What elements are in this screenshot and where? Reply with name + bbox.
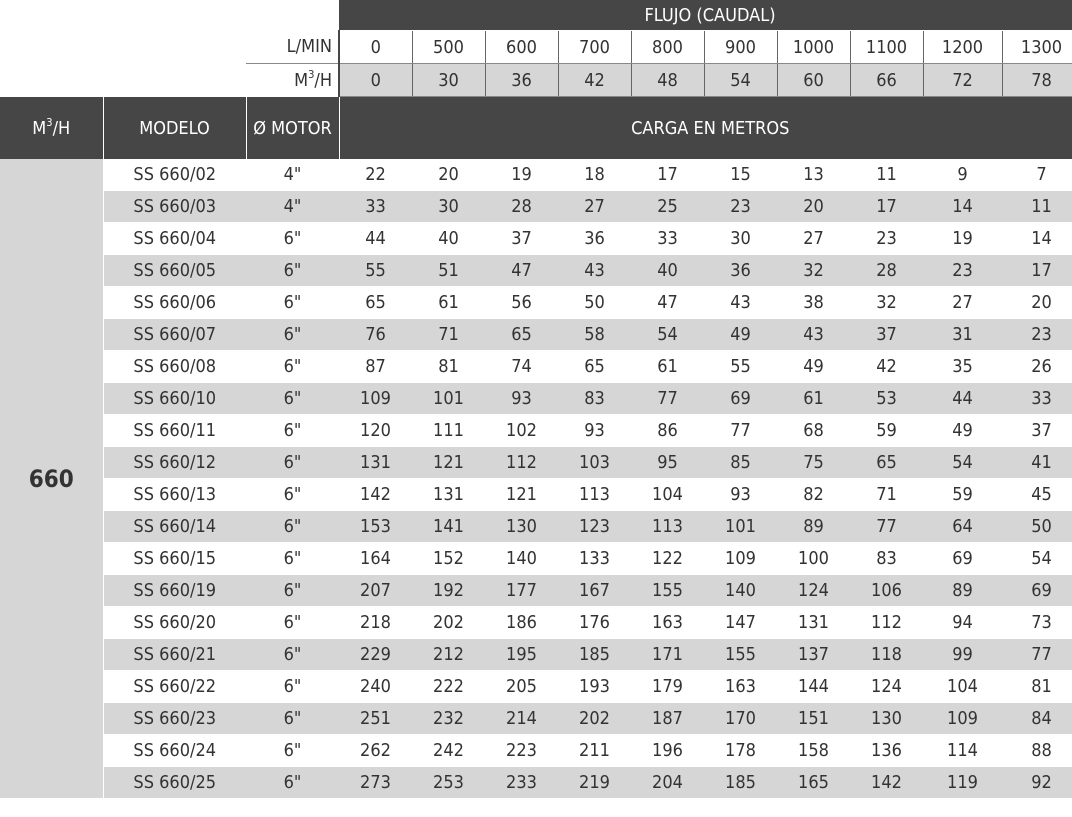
head-value-cell: 104 — [923, 671, 1002, 703]
head-value-cell: 77 — [631, 383, 704, 415]
head-value-cell: 155 — [631, 575, 704, 607]
flow-lmin-value: 500 — [412, 31, 485, 64]
model-cell: SS 660/15 — [103, 543, 246, 575]
head-value-cell: 251 — [339, 703, 412, 735]
model-cell: SS 660/10 — [103, 383, 246, 415]
head-value-cell: 59 — [923, 479, 1002, 511]
head-value-cell: 11 — [1002, 191, 1072, 223]
head-value-cell: 54 — [1002, 543, 1072, 575]
head-value-cell: 45 — [1002, 479, 1072, 511]
head-value-cell: 106 — [850, 575, 923, 607]
head-value-cell: 144 — [777, 671, 850, 703]
head-value-cell: 176 — [558, 607, 631, 639]
flow-m3h-value: 54 — [704, 64, 777, 97]
head-value-cell: 102 — [485, 415, 558, 447]
head-value-cell: 114 — [923, 735, 1002, 767]
head-value-cell: 82 — [777, 479, 850, 511]
table-row — [0, 319, 1072, 351]
head-value-cell: 94 — [923, 607, 1002, 639]
head-value-cell: 177 — [485, 575, 558, 607]
head-value-cell: 31 — [923, 319, 1002, 351]
flow-m3h-value: 66 — [850, 64, 923, 97]
head-value-cell: 185 — [558, 639, 631, 671]
head-value-cell: 71 — [850, 479, 923, 511]
head-value-cell: 55 — [339, 255, 412, 287]
head-value-cell: 153 — [339, 511, 412, 543]
model-cell: SS 660/05 — [103, 255, 246, 287]
head-value-cell: 23 — [850, 223, 923, 255]
head-value-cell: 43 — [704, 287, 777, 319]
head-value-cell: 68 — [777, 415, 850, 447]
table-row — [0, 607, 1072, 639]
motor-cell: 6" — [246, 223, 339, 255]
head-value-cell: 95 — [631, 447, 704, 479]
motor-cell: 6" — [246, 703, 339, 735]
head-value-cell: 88 — [1002, 735, 1072, 767]
head-value-cell: 273 — [339, 767, 412, 799]
head-value-cell: 71 — [412, 319, 485, 351]
head-value-cell: 47 — [631, 287, 704, 319]
head-value-cell: 61 — [777, 383, 850, 415]
head-value-cell: 187 — [631, 703, 704, 735]
head-value-cell: 41 — [1002, 447, 1072, 479]
head-value-cell: 124 — [777, 575, 850, 607]
group-label: 660 — [0, 159, 103, 799]
flow-lmin-value: 0 — [339, 31, 412, 64]
head-value-cell: 131 — [777, 607, 850, 639]
table-row — [0, 735, 1072, 767]
head-value-cell: 86 — [631, 415, 704, 447]
table-row — [0, 767, 1072, 799]
m3h-row — [0, 64, 1072, 97]
table-row — [0, 223, 1072, 255]
head-value-cell: 89 — [923, 575, 1002, 607]
head-value-cell: 27 — [558, 191, 631, 223]
lmin-label: L/MIN — [246, 31, 339, 64]
head-value-cell: 19 — [485, 159, 558, 191]
head-value-cell: 163 — [704, 671, 777, 703]
head-value-cell: 137 — [777, 639, 850, 671]
head-value-cell: 242 — [412, 735, 485, 767]
flow-title: FLUJO (CAUDAL) — [339, 0, 1072, 31]
head-value-cell: 81 — [412, 351, 485, 383]
head-value-cell: 49 — [777, 351, 850, 383]
table-row — [0, 159, 1072, 191]
table-row — [0, 639, 1072, 671]
head-value-cell: 28 — [850, 255, 923, 287]
head-value-cell: 37 — [485, 223, 558, 255]
head-value-cell: 140 — [485, 543, 558, 575]
table-row — [0, 543, 1072, 575]
motor-cell: 6" — [246, 671, 339, 703]
motor-cell: 6" — [246, 639, 339, 671]
head-value-cell: 85 — [704, 447, 777, 479]
head-value-cell: 36 — [704, 255, 777, 287]
head-value-cell: 76 — [339, 319, 412, 351]
head-value-cell: 118 — [850, 639, 923, 671]
flow-lmin-value: 700 — [558, 31, 631, 64]
head-value-cell: 186 — [485, 607, 558, 639]
head-value-cell: 11 — [850, 159, 923, 191]
head-value-cell: 43 — [558, 255, 631, 287]
head-value-cell: 99 — [923, 639, 1002, 671]
flow-lmin-value: 1100 — [850, 31, 923, 64]
motor-cell: 6" — [246, 351, 339, 383]
head-value-cell: 73 — [1002, 607, 1072, 639]
motor-cell: 6" — [246, 287, 339, 319]
head-value-cell: 61 — [631, 351, 704, 383]
head-value-cell: 123 — [558, 511, 631, 543]
head-value-cell: 32 — [777, 255, 850, 287]
head-value-cell: 141 — [412, 511, 485, 543]
header-spacer — [0, 64, 246, 97]
motor-cell: 6" — [246, 511, 339, 543]
column-header-row — [0, 97, 1072, 160]
model-cell: SS 660/21 — [103, 639, 246, 671]
head-value-cell: 178 — [704, 735, 777, 767]
head-value-cell: 58 — [558, 319, 631, 351]
head-value-cell: 30 — [412, 191, 485, 223]
flow-m3h-value: 48 — [631, 64, 704, 97]
head-value-cell: 122 — [631, 543, 704, 575]
flow-m3h-value: 36 — [485, 64, 558, 97]
flow-m3h-value: 0 — [339, 64, 412, 97]
model-cell: SS 660/20 — [103, 607, 246, 639]
head-value-cell: 223 — [485, 735, 558, 767]
table-row — [0, 415, 1072, 447]
head-value-cell: 202 — [412, 607, 485, 639]
model-cell: SS 660/25 — [103, 767, 246, 799]
motor-cell: 6" — [246, 575, 339, 607]
head-value-cell: 23 — [704, 191, 777, 223]
head-value-cell: 101 — [412, 383, 485, 415]
head-value-cell: 121 — [412, 447, 485, 479]
table-row — [0, 351, 1072, 383]
head-value-cell: 89 — [777, 511, 850, 543]
motor-cell: 6" — [246, 255, 339, 287]
flow-lmin-value: 900 — [704, 31, 777, 64]
head-value-cell: 185 — [704, 767, 777, 799]
head-value-cell: 77 — [850, 511, 923, 543]
head-value-cell: 50 — [558, 287, 631, 319]
head-value-cell: 113 — [558, 479, 631, 511]
head-value-cell: 36 — [558, 223, 631, 255]
head-value-cell: 74 — [485, 351, 558, 383]
head-value-cell: 253 — [412, 767, 485, 799]
head-value-cell: 27 — [923, 287, 1002, 319]
column-header-model: MODELO — [103, 97, 246, 160]
motor-cell: 6" — [246, 447, 339, 479]
head-value-cell: 133 — [558, 543, 631, 575]
head-value-cell: 17 — [631, 159, 704, 191]
model-cell: SS 660/24 — [103, 735, 246, 767]
table-row — [0, 191, 1072, 223]
head-value-cell: 65 — [850, 447, 923, 479]
motor-cell: 6" — [246, 767, 339, 799]
table-row — [0, 575, 1072, 607]
head-value-cell: 111 — [412, 415, 485, 447]
head-value-cell: 75 — [777, 447, 850, 479]
head-value-cell: 37 — [1002, 415, 1072, 447]
head-value-cell: 25 — [631, 191, 704, 223]
head-value-cell: 233 — [485, 767, 558, 799]
head-value-cell: 14 — [923, 191, 1002, 223]
head-value-cell: 167 — [558, 575, 631, 607]
motor-cell: 6" — [246, 607, 339, 639]
head-value-cell: 77 — [1002, 639, 1072, 671]
head-value-cell: 33 — [339, 191, 412, 223]
head-value-cell: 130 — [850, 703, 923, 735]
head-value-cell: 112 — [485, 447, 558, 479]
motor-cell: 6" — [246, 415, 339, 447]
motor-cell: 4" — [246, 191, 339, 223]
head-value-cell: 9 — [923, 159, 1002, 191]
head-value-cell: 43 — [777, 319, 850, 351]
head-value-cell: 65 — [485, 319, 558, 351]
head-value-cell: 59 — [850, 415, 923, 447]
head-value-cell: 142 — [850, 767, 923, 799]
model-cell: SS 660/23 — [103, 703, 246, 735]
head-value-cell: 37 — [850, 319, 923, 351]
head-value-cell: 240 — [339, 671, 412, 703]
head-value-cell: 20 — [1002, 287, 1072, 319]
header-spacer — [0, 0, 339, 31]
model-cell: SS 660/14 — [103, 511, 246, 543]
head-value-cell: 103 — [558, 447, 631, 479]
head-value-cell: 93 — [485, 383, 558, 415]
head-value-cell: 131 — [339, 447, 412, 479]
head-value-cell: 109 — [923, 703, 1002, 735]
flow-lmin-value: 800 — [631, 31, 704, 64]
flow-lmin-value: 1200 — [923, 31, 1002, 64]
head-value-cell: 205 — [485, 671, 558, 703]
head-value-cell: 23 — [1002, 319, 1072, 351]
head-value-cell: 147 — [704, 607, 777, 639]
table-row — [0, 511, 1072, 543]
head-value-cell: 222 — [412, 671, 485, 703]
head-value-cell: 26 — [1002, 351, 1072, 383]
flow-title-row — [0, 0, 1072, 31]
head-value-cell: 20 — [412, 159, 485, 191]
table-row — [0, 255, 1072, 287]
head-value-cell: 140 — [704, 575, 777, 607]
motor-cell: 6" — [246, 383, 339, 415]
head-value-cell: 136 — [850, 735, 923, 767]
head-value-cell: 101 — [704, 511, 777, 543]
head-value-cell: 50 — [1002, 511, 1072, 543]
motor-cell: 6" — [246, 543, 339, 575]
head-value-cell: 219 — [558, 767, 631, 799]
head-value-cell: 33 — [631, 223, 704, 255]
head-value-cell: 55 — [704, 351, 777, 383]
model-cell: SS 660/12 — [103, 447, 246, 479]
head-value-cell: 218 — [339, 607, 412, 639]
m3h-label: $M^3/H$ — [246, 64, 339, 97]
head-value-cell: 131 — [412, 479, 485, 511]
head-value-cell: 130 — [485, 511, 558, 543]
head-value-cell: 44 — [339, 223, 412, 255]
head-value-cell: 33 — [1002, 383, 1072, 415]
head-value-cell: 212 — [412, 639, 485, 671]
header-spacer — [0, 31, 246, 64]
head-value-cell: 77 — [704, 415, 777, 447]
head-value-cell: 93 — [704, 479, 777, 511]
head-value-cell: 119 — [923, 767, 1002, 799]
head-value-cell: 7 — [1002, 159, 1072, 191]
head-value-cell: 27 — [777, 223, 850, 255]
head-value-cell: 65 — [558, 351, 631, 383]
head-value-cell: 51 — [412, 255, 485, 287]
flow-m3h-value: 72 — [923, 64, 1002, 97]
head-value-cell: 40 — [412, 223, 485, 255]
head-value-cell: 121 — [485, 479, 558, 511]
head-value-cell: 232 — [412, 703, 485, 735]
head-value-cell: 192 — [412, 575, 485, 607]
motor-cell: 4" — [246, 159, 339, 191]
head-value-cell: 151 — [777, 703, 850, 735]
head-value-cell: 32 — [850, 287, 923, 319]
column-header-head: CARGA EN METROS — [339, 97, 1072, 160]
table-row — [0, 383, 1072, 415]
head-value-cell: 195 — [485, 639, 558, 671]
head-value-cell: 170 — [704, 703, 777, 735]
model-cell: SS 660/04 — [103, 223, 246, 255]
head-value-cell: 56 — [485, 287, 558, 319]
head-value-cell: 93 — [558, 415, 631, 447]
flow-lmin-value: 600 — [485, 31, 558, 64]
head-value-cell: 100 — [777, 543, 850, 575]
head-value-cell: 92 — [1002, 767, 1072, 799]
head-value-cell: 193 — [558, 671, 631, 703]
head-value-cell: 14 — [1002, 223, 1072, 255]
model-cell: SS 660/22 — [103, 671, 246, 703]
head-value-cell: 207 — [339, 575, 412, 607]
head-value-cell: 87 — [339, 351, 412, 383]
head-value-cell: 113 — [631, 511, 704, 543]
head-value-cell: 262 — [339, 735, 412, 767]
head-value-cell: 69 — [704, 383, 777, 415]
head-value-cell: 155 — [704, 639, 777, 671]
flow-lmin-value: 1300 — [1002, 31, 1072, 64]
head-value-cell: 47 — [485, 255, 558, 287]
head-value-cell: 49 — [704, 319, 777, 351]
head-value-cell: 44 — [923, 383, 1002, 415]
flow-m3h-value: 60 — [777, 64, 850, 97]
head-value-cell: 83 — [850, 543, 923, 575]
table-row — [0, 287, 1072, 319]
head-value-cell: 229 — [339, 639, 412, 671]
head-value-cell: 104 — [631, 479, 704, 511]
head-value-cell: 179 — [631, 671, 704, 703]
head-value-cell: 202 — [558, 703, 631, 735]
head-value-cell: 142 — [339, 479, 412, 511]
model-cell: SS 660/11 — [103, 415, 246, 447]
head-value-cell: 163 — [631, 607, 704, 639]
table-row — [0, 703, 1072, 735]
head-value-cell: 124 — [850, 671, 923, 703]
head-value-cell: 83 — [558, 383, 631, 415]
head-value-cell: 13 — [777, 159, 850, 191]
head-value-cell: 54 — [923, 447, 1002, 479]
head-value-cell: 158 — [777, 735, 850, 767]
head-value-cell: 49 — [923, 415, 1002, 447]
table-row — [0, 447, 1072, 479]
head-value-cell: 69 — [923, 543, 1002, 575]
table-row — [0, 671, 1072, 703]
head-value-cell: 30 — [704, 223, 777, 255]
head-value-cell: 18 — [558, 159, 631, 191]
head-value-cell: 214 — [485, 703, 558, 735]
model-cell: SS 660/08 — [103, 351, 246, 383]
head-value-cell: 54 — [631, 319, 704, 351]
head-value-cell: 19 — [923, 223, 1002, 255]
head-value-cell: 64 — [923, 511, 1002, 543]
head-value-cell: 42 — [850, 351, 923, 383]
head-value-cell: 65 — [339, 287, 412, 319]
motor-cell: 6" — [246, 319, 339, 351]
head-value-cell: 61 — [412, 287, 485, 319]
motor-cell: 6" — [246, 735, 339, 767]
head-value-cell: 22 — [339, 159, 412, 191]
head-value-cell: 204 — [631, 767, 704, 799]
head-value-cell: 84 — [1002, 703, 1072, 735]
motor-cell: 6" — [246, 479, 339, 511]
model-cell: SS 660/07 — [103, 319, 246, 351]
table-row — [0, 479, 1072, 511]
head-value-cell: 35 — [923, 351, 1002, 383]
head-value-cell: 109 — [704, 543, 777, 575]
head-value-cell: 152 — [412, 543, 485, 575]
head-value-cell: 112 — [850, 607, 923, 639]
head-value-cell: 53 — [850, 383, 923, 415]
head-value-cell: 40 — [631, 255, 704, 287]
head-value-cell: 28 — [485, 191, 558, 223]
model-cell: SS 660/06 — [103, 287, 246, 319]
head-value-cell: 211 — [558, 735, 631, 767]
flow-m3h-value: 78 — [1002, 64, 1072, 97]
head-value-cell: 20 — [777, 191, 850, 223]
column-header-m3h: $M^3/H$ — [0, 97, 103, 160]
flow-m3h-value: 42 — [558, 64, 631, 97]
model-cell: SS 660/13 — [103, 479, 246, 511]
head-value-cell: 38 — [777, 287, 850, 319]
model-cell: SS 660/19 — [103, 575, 246, 607]
flow-m3h-value: 30 — [412, 64, 485, 97]
column-header-motor: Ø MOTOR — [246, 97, 339, 160]
head-value-cell: 165 — [777, 767, 850, 799]
model-cell: SS 660/02 — [103, 159, 246, 191]
head-value-cell: 81 — [1002, 671, 1072, 703]
lmin-row — [0, 31, 1072, 64]
flow-lmin-value: 1000 — [777, 31, 850, 64]
head-value-cell: 120 — [339, 415, 412, 447]
head-value-cell: 17 — [1002, 255, 1072, 287]
head-value-cell: 15 — [704, 159, 777, 191]
head-value-cell: 69 — [1002, 575, 1072, 607]
head-value-cell: 196 — [631, 735, 704, 767]
head-value-cell: 164 — [339, 543, 412, 575]
head-value-cell: 109 — [339, 383, 412, 415]
head-value-cell: 23 — [923, 255, 1002, 287]
head-value-cell: 17 — [850, 191, 923, 223]
head-value-cell: 171 — [631, 639, 704, 671]
model-cell: SS 660/03 — [103, 191, 246, 223]
